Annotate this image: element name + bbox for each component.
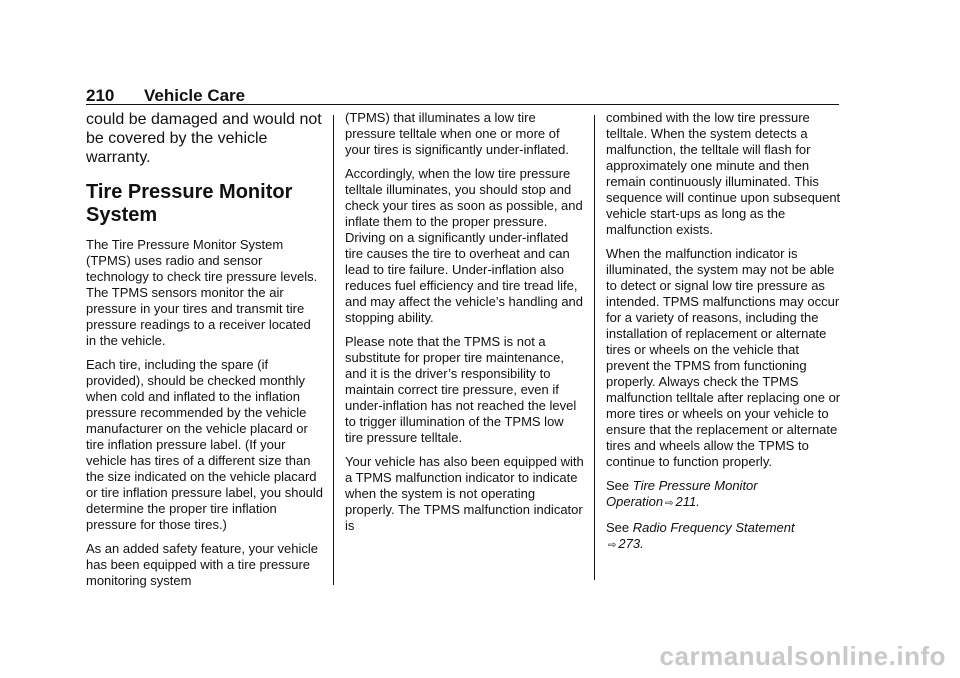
page-arrow-icon: ⇨: [608, 540, 617, 551]
watermark: carmanualsonline.info: [659, 641, 946, 671]
paragraph: Each tire, including the spare (if provided), should be checked monthly when cold and inflated to the inflation pressure recommended by the vehicle manufacturer on the vehicle placard or tire inflation pressure label. (If your vehicle has tires of a different size than the size indicated on the vehicle placard or tire inflation pressure label, you should determine the proper tire inflation pressure for those tires.): [86, 357, 324, 532]
cross-reference-link[interactable]: Radio Frequency Statement: [632, 520, 795, 535]
cross-reference-link[interactable]: Tire Pressure Monitor Operation: [606, 478, 758, 509]
lead-text: could be damaged and would not be covered by the vehicle warranty.: [86, 111, 322, 166]
paragraph: Accordingly, when the low tire pressure telltale illuminates, you should stop and check your tires as soon as possible, and inflate them to the proper pressure. Driving on a significantly under-inflated tire causes the tire to overheat and can lead to tire failure. Under-inflation also reduces fuel efficiency and tire tread life, and may affect the vehicle’s handling and stopping ability.: [345, 166, 584, 325]
see-reference-tpms-operation: See Tire Pressure Monitor Operation ⇨ 211.: [606, 478, 758, 509]
section-title: Vehicle Care: [144, 86, 246, 105]
reference-page-number[interactable]: 211: [675, 494, 697, 509]
section-heading: Tire Pressure Monitor System: [86, 181, 293, 226]
page-number: 210: [86, 86, 115, 105]
column-divider: [333, 115, 334, 585]
column-3: [606, 110, 842, 562]
paragraph: As an added safety feature, your vehicle has been equipped with a tire pressure monitoring system: [86, 541, 318, 588]
paragraph: (TPMS) that illuminates a low tire pressure telltale when one or more of your tires is significantly under-inflated.: [345, 110, 569, 157]
reference-page-number[interactable]: 273: [618, 536, 641, 551]
page-header: [86, 86, 838, 106]
paragraph: The Tire Pressure Monitor System (TPMS) uses radio and sensor technology to check tire pressure levels. The TPMS sensors monitor the air pressure in your tires and transmit tire pressure readings to a receiver located in the vehicle.: [86, 237, 318, 348]
paragraph: Your vehicle has also been equipped with a TPMS malfunction indicator to indicate when the system is not operating properly. The TPMS malfunction indicator is: [345, 454, 584, 533]
column-1: [86, 110, 324, 597]
column-2: [345, 110, 585, 542]
page-arrow-icon: ⇨: [665, 498, 674, 509]
column-divider: [594, 115, 595, 580]
header-rule: [86, 104, 839, 105]
paragraph: When the malfunction indicator is illuminated, the system may not be able to detect or signal low tire pressure as intended. TPMS malfunctions may occur for a variety of reasons, including the installation of replacement or alternate tires or wheels on the vehicle that prevent the TPMS from functioning properly. Always check the TPMS malfunction telltale after replacing one or more tires or wheels on your vehicle to ensure that the replacement or alternate tires and wheels allow the TPMS to continue to function properly.: [606, 246, 841, 469]
see-reference-radio-frequency: See Radio Frequency Statement ⇨ 273.: [606, 520, 795, 551]
paragraph: Please note that the TPMS is not a substitute for proper tire maintenance, and it is the driver’s responsibility to maintain correct tire pressure, even if under-inflation has not reached the level to trigger illumination of the TPMS low tire pressure telltale.: [345, 334, 577, 445]
paragraph: combined with the low tire pressure telltale. When the system detects a malfunction, the telltale will flash for approximately one minute and then remain continuously illuminated. This sequence will continue upon subsequent vehicle start-ups as long as the malfunction exists.: [606, 110, 841, 237]
